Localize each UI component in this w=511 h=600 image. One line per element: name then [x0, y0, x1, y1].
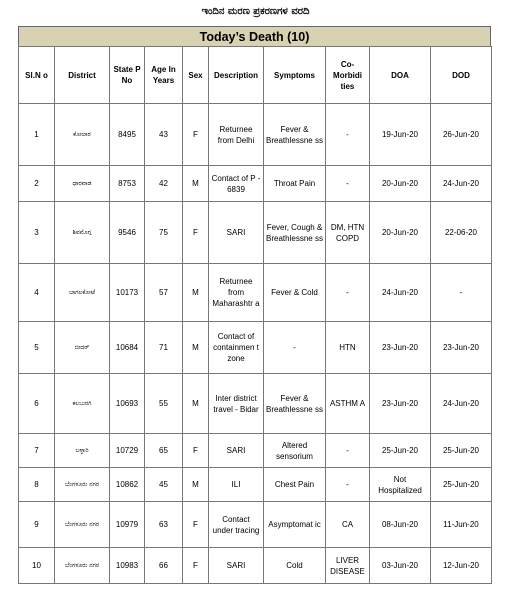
cell-district: ಕೋಲಾರ [55, 104, 110, 166]
cell-age: 42 [145, 166, 183, 202]
table-row [19, 468, 492, 502]
cell-doa: 20-Jun-20 [370, 166, 431, 202]
table-row [19, 548, 492, 584]
cell-age: 66 [145, 548, 183, 584]
cell-symptoms: Asymptomat ic [264, 502, 326, 548]
cell-symptoms: Altered sensorium [264, 434, 326, 468]
cell-state-p-no: 8495 [110, 104, 145, 166]
table-row [19, 104, 492, 166]
cell-sex: M [183, 468, 209, 502]
header-comorbidities: Co- Morbidi ties [326, 47, 370, 104]
cell-comorbidities: - [326, 264, 370, 322]
cell-state-p-no: 10693 [110, 374, 145, 434]
table-row [19, 322, 492, 374]
cell-comorbidities: - [326, 166, 370, 202]
cell-slno: 5 [19, 322, 55, 374]
cell-comorbidities: DM, HTN COPD [326, 202, 370, 264]
header-age: Age In Years [145, 47, 183, 104]
cell-sex: F [183, 434, 209, 468]
cell-description: Inter district travel - Bidar [209, 374, 264, 434]
cell-doa: 08-Jun-20 [370, 502, 431, 548]
cell-slno: 9 [19, 502, 55, 548]
cell-district: ಬೆಂಗಳೂರು ನಗರ [55, 468, 110, 502]
cell-dod: 25-Jun-20 [431, 434, 492, 468]
cell-symptoms: Fever & Breathlessne ss [264, 104, 326, 166]
cell-symptoms: Cold [264, 548, 326, 584]
cell-age: 75 [145, 202, 183, 264]
cell-age: 63 [145, 502, 183, 548]
header-sex: Sex [183, 47, 209, 104]
cell-comorbidities: HTN [326, 322, 370, 374]
cell-state-p-no: 9546 [110, 202, 145, 264]
cell-slno: 6 [19, 374, 55, 434]
cell-comorbidities: - [326, 104, 370, 166]
cell-slno: 8 [19, 468, 55, 502]
cell-doa: 23-Jun-20 [370, 374, 431, 434]
cell-doa: 23-Jun-20 [370, 322, 431, 374]
cell-slno: 3 [19, 202, 55, 264]
cell-district: ಬೆಂಗಳೂರು ನಗರ [55, 502, 110, 548]
cell-dod: 11-Jun-20 [431, 502, 492, 548]
cell-district: ಶಿವಮೊಗ್ಗ [55, 202, 110, 264]
cell-district: ಕಲಬುರಗಿ [55, 374, 110, 434]
cell-dod: 26-Jun-20 [431, 104, 492, 166]
cell-age: 57 [145, 264, 183, 322]
cell-state-p-no: 10684 [110, 322, 145, 374]
cell-dod: 23-Jun-20 [431, 322, 492, 374]
cell-dod: - [431, 264, 492, 322]
cell-description: ILI [209, 468, 264, 502]
cell-doa: 19-Jun-20 [370, 104, 431, 166]
cell-sex: F [183, 104, 209, 166]
header-slno: Sl.N o [19, 47, 55, 104]
cell-description: Returnee from Maharashtr a [209, 264, 264, 322]
cell-age: 43 [145, 104, 183, 166]
cell-comorbidities: ASTHM A [326, 374, 370, 434]
cell-district: ಬೀದರ್ [55, 322, 110, 374]
cell-description: SARI [209, 434, 264, 468]
header-symptoms: Symptoms [264, 47, 326, 104]
cell-sex: M [183, 374, 209, 434]
cell-state-p-no: 10173 [110, 264, 145, 322]
cell-district: ಬಳ್ಳಾರಿ [55, 434, 110, 468]
cell-state-p-no: 10729 [110, 434, 145, 468]
cell-state-p-no: 10979 [110, 502, 145, 548]
cell-state-p-no: 10862 [110, 468, 145, 502]
cell-symptoms: Throat Pain [264, 166, 326, 202]
cell-doa: 25-Jun-20 [370, 434, 431, 468]
page-title: ಇಂದಿನ ಮರಣ ಪ್ರಕರಣಗಳ ವರದಿ [201, 6, 310, 17]
cell-comorbidities: LIVER DISEASE [326, 548, 370, 584]
cell-dod: 22-06-20 [431, 202, 492, 264]
cell-sex: F [183, 202, 209, 264]
cell-slno: 10 [19, 548, 55, 584]
cell-description: Contact of containmen t zone [209, 322, 264, 374]
header-district: District [55, 47, 110, 104]
table-row [19, 374, 492, 434]
cell-age: 45 [145, 468, 183, 502]
cell-district: ಧಾರವಾಡ [55, 166, 110, 202]
table-row [19, 166, 492, 202]
cell-slno: 2 [19, 166, 55, 202]
cell-sex: M [183, 264, 209, 322]
table-row [19, 434, 492, 468]
cell-doa: 03-Jun-20 [370, 548, 431, 584]
cell-state-p-no: 8753 [110, 166, 145, 202]
cell-slno: 4 [19, 264, 55, 322]
header-dod: DOD [431, 47, 492, 104]
cell-symptoms: - [264, 322, 326, 374]
cell-doa: 24-Jun-20 [370, 264, 431, 322]
cell-symptoms: Fever & Cold [264, 264, 326, 322]
header-doa: DOA [370, 47, 431, 104]
cell-age: 65 [145, 434, 183, 468]
cell-sex: F [183, 502, 209, 548]
cell-symptoms: Fever & Breathlessne ss [264, 374, 326, 434]
cell-slno: 7 [19, 434, 55, 468]
death-report-sheet [18, 26, 491, 584]
cell-comorbidities: CA [326, 502, 370, 548]
cell-dod: 25-Jun-20 [431, 468, 492, 502]
cell-age: 71 [145, 322, 183, 374]
cell-description: Contact of P - 6839 [209, 166, 264, 202]
cell-district: ಬಾಗಲಕೋಟೆ [55, 264, 110, 322]
cell-comorbidities: - [326, 468, 370, 502]
cell-sex: M [183, 322, 209, 374]
table-row [19, 264, 492, 322]
cell-slno: 1 [19, 104, 55, 166]
cell-district: ಬೆಂಗಳೂರು ನಗರ [55, 548, 110, 584]
death-table [18, 46, 492, 584]
cell-doa: 20-Jun-20 [370, 202, 431, 264]
cell-description: Contact under tracing [209, 502, 264, 548]
cell-description: SARI [209, 202, 264, 264]
header-row [19, 47, 492, 104]
cell-symptoms: Chest Pain [264, 468, 326, 502]
cell-doa: Not Hospitalized [370, 468, 431, 502]
cell-sex: M [183, 166, 209, 202]
table-banner: Today’s Death (10) [18, 26, 491, 46]
cell-symptoms: Fever, Cough & Breathlessne ss [264, 202, 326, 264]
cell-description: SARI [209, 548, 264, 584]
cell-dod: 12-Jun-20 [431, 548, 492, 584]
cell-comorbidities: - [326, 434, 370, 468]
cell-description: Returnee from Delhi [209, 104, 264, 166]
cell-dod: 24-Jun-20 [431, 166, 492, 202]
cell-state-p-no: 10983 [110, 548, 145, 584]
cell-sex: F [183, 548, 209, 584]
cell-age: 55 [145, 374, 183, 434]
table-row [19, 502, 492, 548]
header-description: Description [209, 47, 264, 104]
table-row [19, 202, 492, 264]
header-state-p-no: State P No [110, 47, 145, 104]
cell-dod: 24-Jun-20 [431, 374, 492, 434]
